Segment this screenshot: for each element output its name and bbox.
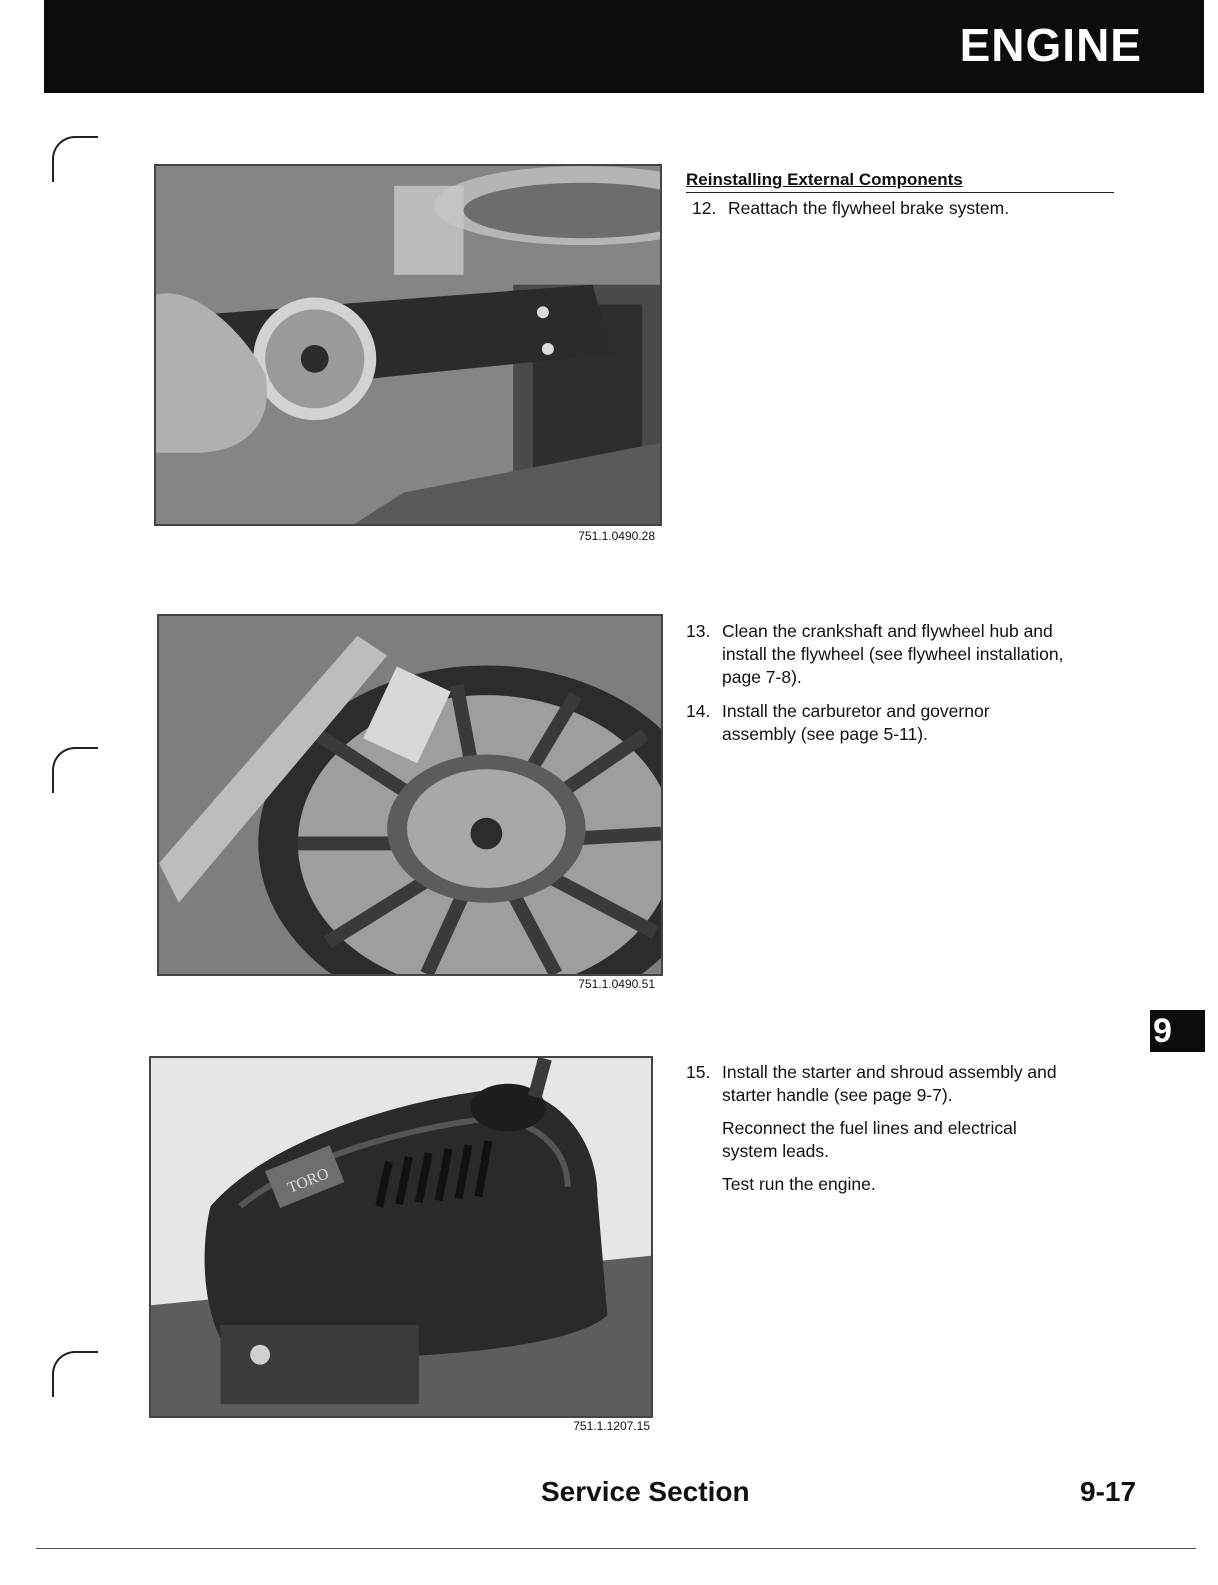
figure-3-caption: 751.1.1207.15 — [573, 1419, 650, 1433]
step-text-line: Install the carburetor and governor — [722, 701, 990, 721]
step-13 — [686, 620, 1106, 692]
binder-hole-mark-bottom — [52, 1351, 98, 1397]
figure-1-photo — [154, 164, 662, 526]
figure-3-photo — [149, 1056, 653, 1418]
step-number: 12. — [692, 198, 717, 218]
binder-hole-mark-top — [52, 136, 98, 182]
paragraph-line: Reconnect the fuel lines and electrical — [722, 1118, 1017, 1138]
step-14 — [686, 700, 1106, 748]
paragraph-test-run — [722, 1173, 1122, 1197]
shroud-brand-label: TORO — [285, 1165, 332, 1197]
section-heading: Reinstalling External Components — [686, 170, 1114, 193]
step-text-line: Reattach the flywheel brake system. — [728, 198, 1010, 218]
step-text-line: starter handle (see page 9-7). — [722, 1085, 953, 1105]
chapter-tab: 9 — [1150, 1010, 1205, 1052]
figure-2-caption: 751.1.0490.51 — [578, 977, 655, 991]
step-text-line: assembly (see page 5-11). — [722, 724, 928, 744]
step-15 — [686, 1061, 1106, 1109]
step-text-line: Clean the crankshaft and flywheel hub and — [722, 621, 1053, 641]
step-text-line: page 7-8). — [722, 667, 802, 687]
footer-section-title: Service Section — [541, 1476, 750, 1507]
page-header-title: ENGINE — [959, 19, 1142, 71]
header-bar — [44, 0, 1204, 93]
binder-hole-mark-middle — [52, 747, 98, 793]
step-number: 14. — [686, 701, 711, 721]
paragraph-line: system leads. — [722, 1141, 829, 1161]
paragraph-line: Test run the engine. — [722, 1174, 876, 1194]
figure-2-photo — [157, 614, 663, 976]
step-number: 15. — [686, 1062, 711, 1082]
step-text-line: install the flywheel (see flywheel installation, — [722, 644, 1064, 664]
footer-rule — [36, 1548, 1196, 1549]
footer-page-number: 9-17 — [1080, 1476, 1137, 1507]
step-12 — [692, 197, 1112, 221]
figure-1-caption: 751.1.0490.28 — [578, 529, 655, 543]
step-text-line: Install the starter and shroud assembly and — [722, 1062, 1057, 1082]
paragraph-reconnect — [722, 1117, 1122, 1165]
step-number: 13. — [686, 621, 711, 641]
